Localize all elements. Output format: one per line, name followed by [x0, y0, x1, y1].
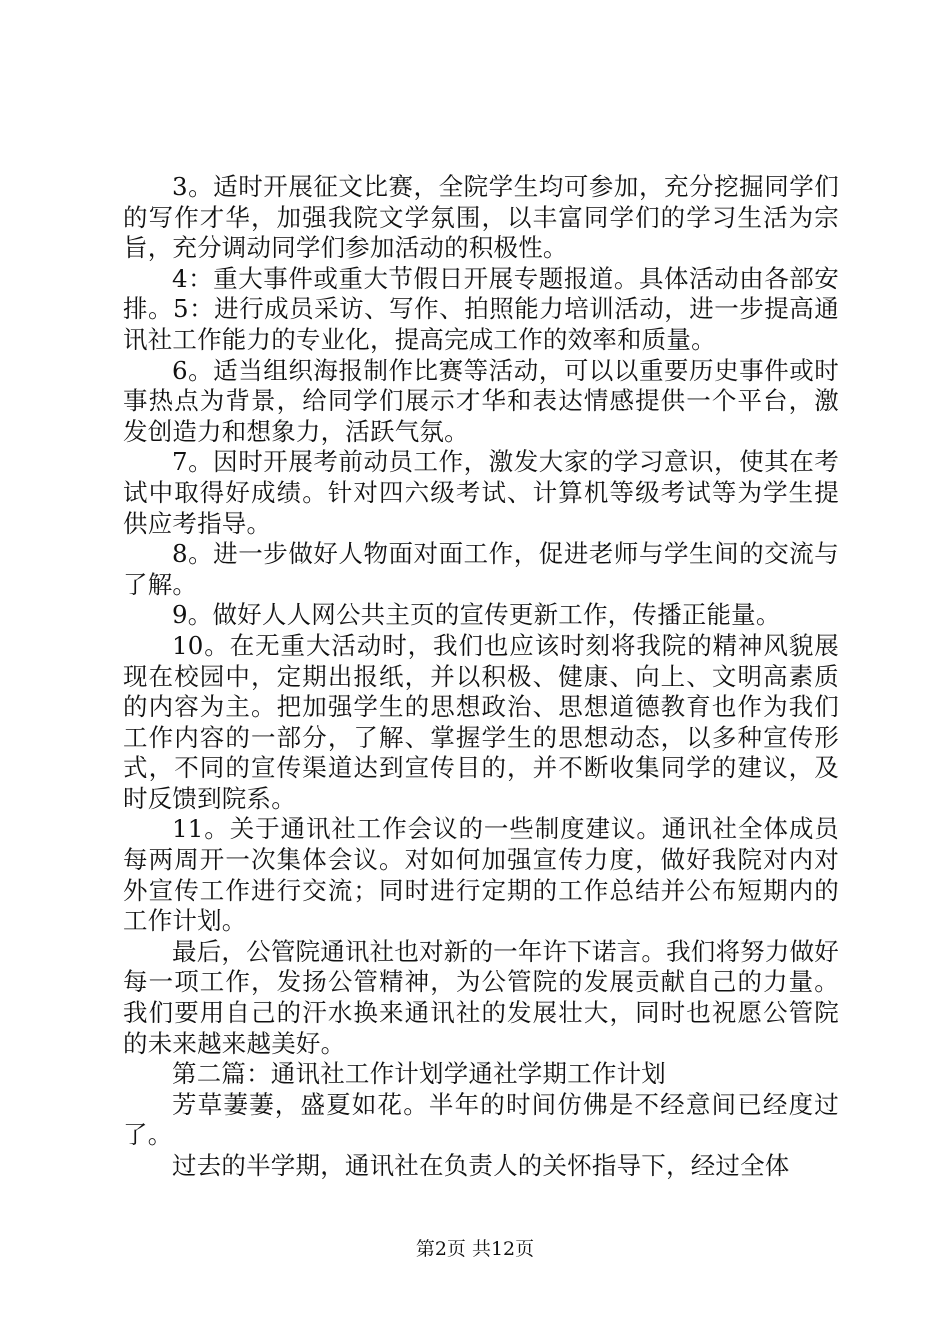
- review-paragraph: 过去的半学期，通讯社在负责人的关怀指导下，经过全体: [172, 1151, 790, 1180]
- section-heading: 第二篇：通讯社工作计划学通社学期工作计划: [172, 1059, 666, 1089]
- page-number-footer: 第2页 共12页: [415, 1238, 535, 1260]
- paragraph-item-7: 7。因时开展考前动员工作，激发大家的学习意识，使其在考试中取得好成绩。针对四六级考试、计算机等级考试等为学生提供应考指导。: [123, 447, 839, 538]
- paragraph-item-6: 6。适当组织海报制作比赛等活动，可以以重要历史事件或时事热点为背景，给同学们展示才华和表达情感提供一个平台，激发创造力和想象力，活跃气氛。: [123, 355, 839, 446]
- paragraph-item-4-5: 4：重大事件或重大节假日开展专题报道。具体活动由各部安排。5：进行成员采访、写作、拍照能力培训活动，进一步提高通讯社工作能力的专业化，提高完成工作的效率和质量。: [123, 263, 839, 354]
- document-body: [123, 172, 839, 1182]
- paragraph-item-3: 3。适时开展征文比赛，全院学生均可参加，充分挖掘同学们的写作才华，加强我院文学氛围，以丰富同学们的学习生活为宗旨，充分调动同学们参加活动的积极性。: [123, 172, 839, 263]
- paragraph-item-9: 9。做好人人网公共主页的宣传更新工作，传播正能量。: [172, 600, 781, 630]
- closing-paragraph: 最后，公管院通讯社也对新的一年许下诺言。我们将努力做好每一项工作，发扬公管精神，为公管院的发展贡献自己的力量。我们要用自己的汗水换来通讯社的发展壮大，同时也祝愿公管院的未来越来越美好。: [123, 936, 839, 1058]
- paragraph-item-11: 11。关于通讯社工作会议的一些制度建议。通讯社全体成员每两周开一次集体会议。对如何加强宣传力度，做好我院对内对外宣传工作进行交流；同时进行定期的工作总结并公布短期内的工作计划。: [123, 814, 839, 936]
- paragraph-item-10: 10。在无重大活动时，我们也应该时刻将我院的精神风貌展现在校园中，定期出报纸，并以积极、健康、向上、文明高素质的内容为主。把加强学生的思想政治、思想道德教育也作为我们工作内容的一部分，了解、掌握学生的思想动态，以多种宣传形式，不同的宣传渠道达到宣传目的，并不断收集同学的建议，及时反馈到院系。: [123, 630, 839, 813]
- paragraph-item-8: 8。进一步做好人物面对面工作，促进老师与学生间的交流与了解。: [123, 539, 839, 599]
- intro-paragraph: 芳草萋萋，盛夏如花。半年的时间仿佛是不经意间已经度过了。: [123, 1089, 839, 1150]
